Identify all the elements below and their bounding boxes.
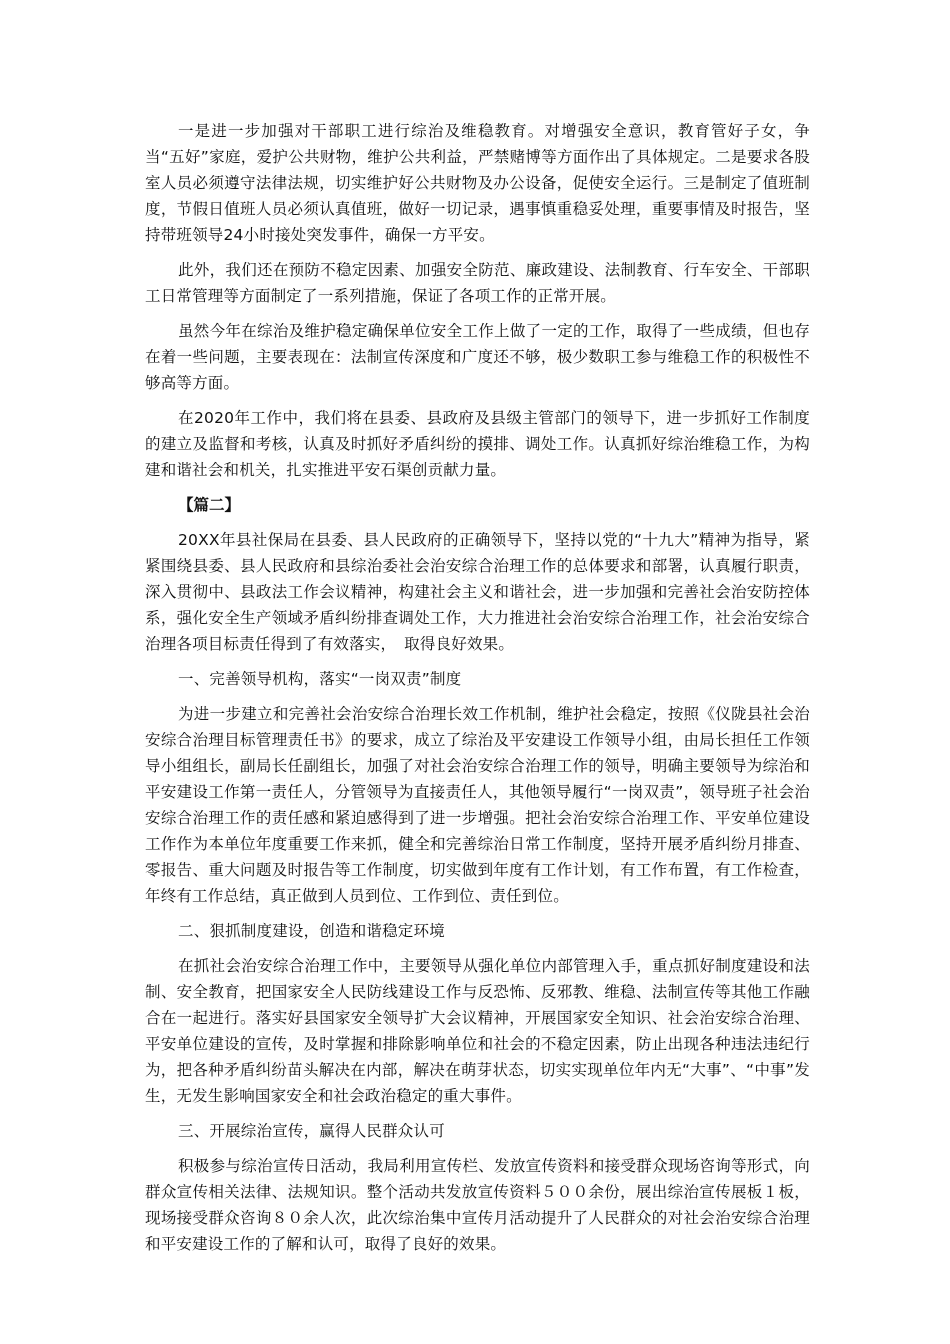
paragraph-measures: 此外，我们还在预防不稳定因素、加强安全防范、廉政建设、法制教育、行车安全、干部职工日常管理等方面制定了一系列措施，保证了各项工作的正常开展。 <box>145 261 810 305</box>
heading-three: 三、开展综治宣传，赢得人民群众认可 <box>178 1122 445 1140</box>
heading-one: 一、完善领导机构，落实“一岗双责”制度 <box>178 670 462 688</box>
document-page <box>145 118 810 1266</box>
paragraph-plan-2020: 在2020年工作中，我们将在县委、县政府及县级主管部门的领导下，进一步抓好工作制度的建立及监督和考核，认真及时抓好矛盾纠纷的摸排、调处工作。认真抓好综治维稳工作，为构建和谐社会和机关，扎实推进平安石渠创贡献力量。 <box>145 409 810 479</box>
paragraph-intro: 20XX年县社保局在县委、县人民政府的正确领导下，坚持以党的“十九大”精神为指导，紧紧围绕县委、县人民政府和县综治委社会治安综合治理工作的总体要求和部署，认真履行职责，深入贯彻中、县政法工作会议精神，构建社会主义和谐社会，进一步加强和完善社会治安防控体系，强化安全生产领域矛盾纠纷排查调处工作，大力推进社会治安综合治理工作，社会治安综合治理各项目标责任得到了有效落实， 取得良好效果。 <box>145 531 810 653</box>
paragraph-leadership: 为进一步建立和完善社会治安综合治理长效工作机制，维护社会稳定，按照《仪陇县社会治安综合治理目标管理责任书》的要求，成立了综治及平安建设工作领导小组，由局长担任工作领导小组组长，副局长任副组长，加强了对社会治安综合治理工作的领导，明确主要领导为综治和平安建设工作第一责任人，分管领导为直接责任人，其他领导履行“一岗双责”，领导班子社会治安综合治理工作的责任感和紧迫感得到了进一步增强。把社会治安综合治理工作、平安单位建设工作作为本单位年度重要工作来抓，健全和完善综治日常工作制度，坚持开展矛盾纠纷月排查、零报告、重大问题及时报告等工作制度，切实做到年度有工作计划，有工作布置，有工作检查，年终有工作总结，真正做到人员到位、工作到位、责任到位。 <box>145 705 810 905</box>
paragraph-system: 在抓社会治安综合治理工作中，主要领导从强化单位内部管理入手，重点抓好制度建设和法制、安全教育，把国家安全人民防线建设工作与反恐怖、反邪教、维稳、法制宣传等其他工作融合在一起进行。落实好县国家安全领导扩大会议精神，开展国家安全知识、社会治安综合治理、平安单位建设的宣传，及时掌握和排除影响单位和社会的不稳定因素，防止出现各种违法违纪行为，把各种矛盾纠纷苗头解决在内部，解决在萌芽状态，切实实现单位年内无“大事”、“中事”发生，无发生影响国家安全和社会政治稳定的重大事件。 <box>145 957 810 1105</box>
section-label: 【篇二】 <box>178 496 241 514</box>
paragraph-problems: 虽然今年在综治及维护稳定确保单位安全工作上做了一定的工作，取得了一些成绩，但也存在着一些问题，主要表现在：法制宣传深度和广度还不够，极少数职工参与维稳工作的积极性不够高等方面。 <box>145 322 810 392</box>
paragraph-education: 一是进一步加强对干部职工进行综治及维稳教育。对增强安全意识，教育管好子女，争当“五好”家庭，爱护公共财物，维护公共利益，严禁赌博等方面作出了具体规定。二是要求各股室人员必须遵守法律法规，切实维护好公共财物及办公设备，促使安全运行。三是制定了值班制度，节假日值班人员必须认真值班，做好一切记录，遇事慎重稳妥处理，重要事情及时报告，坚持带班领导24小时接处突发事件，确保一方平安。 <box>145 122 810 244</box>
paragraph-publicity: 积极参与综治宣传日活动，我局利用宣传栏、发放宣传资料和接受群众现场咨询等形式，向群众宣传相关法律、法规知识。整个活动共发放宣传资料５００余份，展出综治宣传展板１板，现场接受群众咨询８０余人次，此次综治集中宣传月活动提升了人民群众的对社会治安综合治理和平安建设工作的了解和认可，取得了良好的效果。 <box>145 1157 810 1253</box>
heading-two: 二、狠抓制度建设，创造和谐稳定环境 <box>178 922 445 940</box>
